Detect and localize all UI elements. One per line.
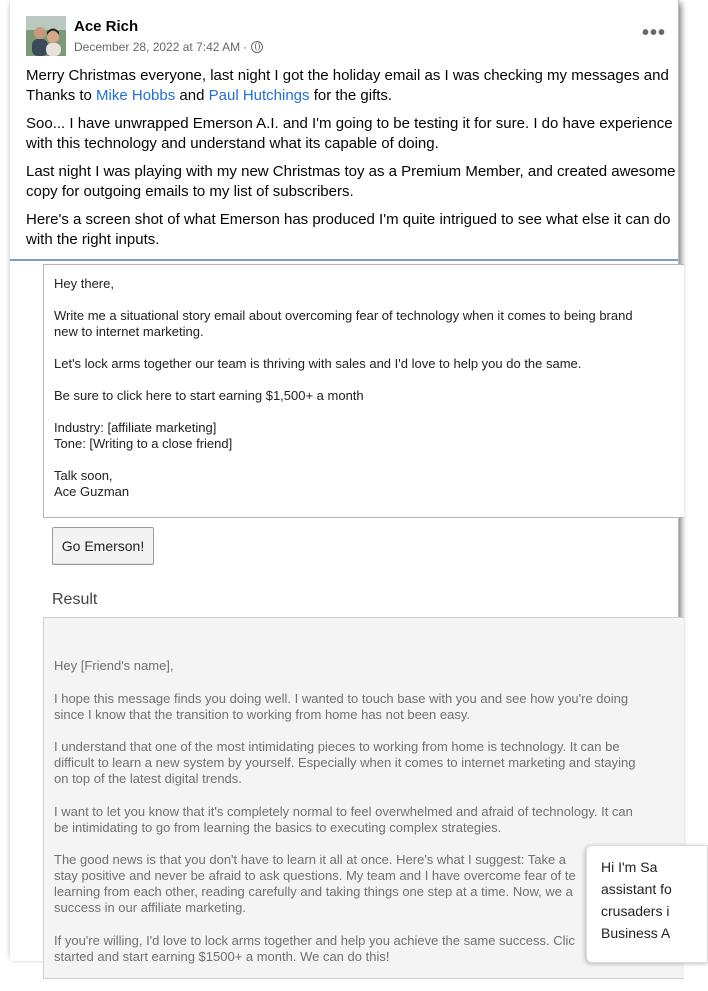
chat-line: crusaders i	[601, 903, 670, 919]
result-line: The good news is that you don't have to learn it all at once. Here's what I suggest: Take a	[54, 852, 567, 867]
post-line: with the right inputs.	[26, 231, 160, 248]
result-line: learning from each other, reading carefully and taking things one step at a time. Now, we a	[54, 884, 573, 899]
post-paragraph	[26, 66, 686, 106]
post-line: Merry Christmas everyone, last night I got the holiday email as I was checking my messages and	[26, 67, 669, 84]
prompt-line: Hey there,	[54, 276, 114, 291]
result-line: difficult to learn a new system by yourself. Especially when it comes to internet marketing and staying	[54, 755, 636, 770]
embedded-screenshot[interactable]	[10, 261, 678, 964]
result-line: I hope this message finds you doing well. I wanted to touch base with you and see how you're doing	[54, 691, 629, 706]
result-line: If you're willing, I'd love to lock arms together and help you achieve the same success. Clic	[54, 933, 575, 948]
prompt-line: Talk soon,	[54, 468, 113, 483]
post-line: copy for outgoing emails to my list of subscribers.	[26, 183, 354, 200]
mention-link[interactable]: Mike Hobbs	[96, 87, 176, 104]
result-line: Hey [Friend's name],	[54, 658, 174, 673]
prompt-textarea[interactable]	[43, 264, 684, 518]
post-paragraph	[26, 210, 686, 250]
result-line: success in our affiliate marketing.	[54, 900, 246, 915]
prompt-line: Industry: [affiliate marketing]	[54, 420, 217, 435]
go-emerson-button[interactable]: Go Emerson!	[52, 527, 154, 565]
result-line: on top of the latest digital trends.	[54, 771, 242, 786]
post-line: Soo... I have unwrapped Emerson A.I. and I'm going to be testing it for sure. I do have experience	[26, 115, 673, 132]
result-line: I understand that one of the most intimidating pieces to working from home is technology. It can be	[54, 739, 620, 754]
post-text	[26, 66, 686, 258]
post-meta	[74, 40, 263, 54]
post-line: for the gifts.	[309, 87, 393, 104]
chat-line: Business A	[601, 925, 671, 941]
prompt-line: Be sure to click here to start earning $1,500+ a month	[54, 388, 364, 403]
prompt-line: Ace Guzman	[54, 484, 130, 499]
post-line: Here's a screen shot of what Emerson has produced I'm quite intrigued to see what else it can do	[26, 211, 671, 228]
more-options-icon[interactable]: •••	[641, 22, 666, 44]
author-name[interactable]: Ace Rich	[74, 18, 139, 35]
meta-separator: ·	[243, 40, 248, 54]
privacy-globe-icon[interactable]	[251, 41, 263, 53]
mention-link[interactable]: Paul Hutchings	[208, 87, 310, 104]
post-timestamp[interactable]: December 28, 2022 at 7:42 AM	[74, 40, 241, 54]
post-header	[26, 14, 666, 58]
facebook-post-card	[10, 0, 679, 964]
post-line: Thanks to	[26, 87, 97, 104]
result-heading: Result	[52, 591, 98, 608]
result-line: be intimidating to go from learning the basics to executing complex strategies.	[54, 820, 502, 835]
prompt-line: Tone: [Writing to a close friend]	[54, 436, 233, 451]
result-line: since I know that the transition to working from home has not been easy.	[54, 707, 470, 722]
prompt-line: Let's lock arms together our team is thriving with sales and I'd love to help you do the same.	[54, 356, 582, 371]
result-line: stay positive and never be afraid to ask questions. My team and I have overcome fear of te	[54, 868, 576, 883]
post-paragraph	[26, 162, 686, 202]
prompt-line: new to internet marketing.	[54, 324, 204, 339]
result-line: I want to let you know that it's completely normal to feel overwhelmed and afraid of technology. It can	[54, 804, 633, 819]
chat-line: assistant fo	[601, 881, 672, 897]
chat-line: Hi I'm Sa	[601, 859, 658, 875]
author-avatar[interactable]	[26, 16, 66, 56]
chat-assistant-popup[interactable]	[586, 845, 708, 963]
result-line: started and start earning $1500+ a month. We can do this!	[54, 949, 390, 964]
post-paragraph	[26, 114, 686, 154]
post-line: and	[175, 87, 209, 104]
avatar-photo-icon	[26, 16, 66, 56]
post-line: Last night I was playing with my new Christmas toy as a Premium Member, and created awesome	[26, 163, 676, 180]
prompt-line: Write me a situational story email about overcoming fear of technology when it comes to being brand	[54, 308, 633, 323]
post-line: with this technology and understand what its capable of doing.	[26, 135, 439, 152]
